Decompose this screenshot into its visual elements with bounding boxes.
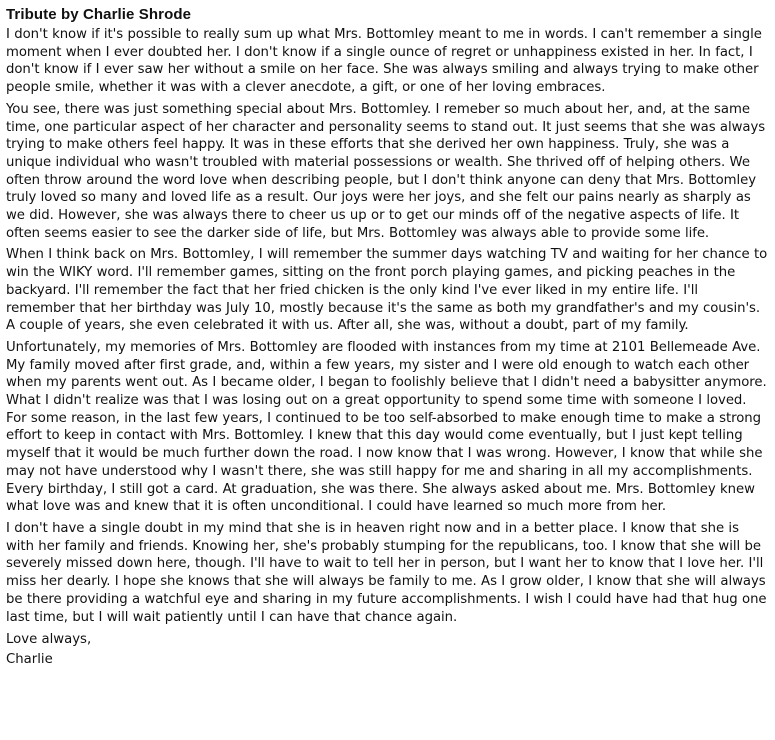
paragraph-5: I don't have a single doubt in my mind that she is in heaven right now and in a better place. I know that she is with her family and friends. Knowing her, she's probably stumping for the republicans, too. I know that she will be severely missed down here, though. I'll have to wait to tell her in person, but I want her to know that I love her. I'll miss her dearly. I hope she knows that she will always be family to me. As I grow older, I know that she will always be there providing a watchful eye and sharing in my future accomplishments. I wish I could have had that hug one last time, but I will wait patiently until I can have that chance again. [6,520,767,625]
page-title: Tribute by Charlie Shrode [6,6,192,23]
signature: Charlie [6,652,53,668]
closing-line: Love always, [6,632,92,648]
paragraph-4: Unfortunately, my memories of Mrs. Bottomley are flooded with instances from my time at 2101 Bellemeade Ave. My family moved after first grade, and, within a few years, my sister and I were old enough to watch each other when my parents went out. As I became older, I began to foolishly believe that I didn't need a babysitter anymore. What I didn't realize was that I was losing out on a great opportunity to spend some time with someone I loved. For some reason, in the last few years, I continued to be too self-absorbed to make enough time to make a strong effort to keep in contact with Mrs. Bottomley. I knew that this day would come eventually, but I just kept telling myself that it would be much further down the road. I now know that I was wrong. However, I know that while she may not have understood why I wasn't there, she was still happy for me and sharing in all my accomplishments. Every birthday, I still got a card. At graduation, she was there. She always asked about me. Mrs. Bottomley knew what love was and knew that it is often unconditional. I could have learned so much more from her. [6,339,767,515]
paragraph-3: When I think back on Mrs. Bottomley, I will remember the summer days watching TV and waiting for her chance to win the WIKY word. I'll remember games, sitting on the front porch playing games, and picking peaches in the backyard. I'll remember the fact that her fried chicken is the only kind I've ever liked in my entire life. I'll remember that her birthday was July 10, mostly because it's the same as both my grandfather's and my cousin's. A couple of years, she even celebrated it with us. After all, she was, without a doubt, part of my family. [6,247,768,334]
paragraph-2: You see, there was just something special about Mrs. Bottomley. I remeber so much about her, and, at the same time, one particular aspect of her character and personality seems to stand out. It just seems that she was always trying to make others feel happy. It was in these efforts that she derived her own happiness. Truly, she was a unique individual who wasn't troubled with material possessions or wealth. She thrived off of helping others. We often throw around the word love when describing people, but I don't think anyone can deny that Mrs. Bottomley truly loved so many and loved life as a result. Our joys were her joys, and she felt our pains nearly as sharply as we did. However, she was always there to cheer us up or to get our minds off of the negative aspects of life. It often seems easier to see the darker side of life, but Mrs. Bottomley was always able to provide some life. [6,101,766,241]
paragraph-1: I don't know if it's possible to really sum up what Mrs. Bottomley meant to me in words. I can't remember a single moment when I ever doubted her. I don't know if a single ounce of regret or unhappiness existed in her. In fact, I don't know if I ever saw her without a smile on her face. She was always smiling and always trying to make other people smile, whether it was with a clever anecdote, a gift, or one of her loving embraces. [6,27,762,96]
